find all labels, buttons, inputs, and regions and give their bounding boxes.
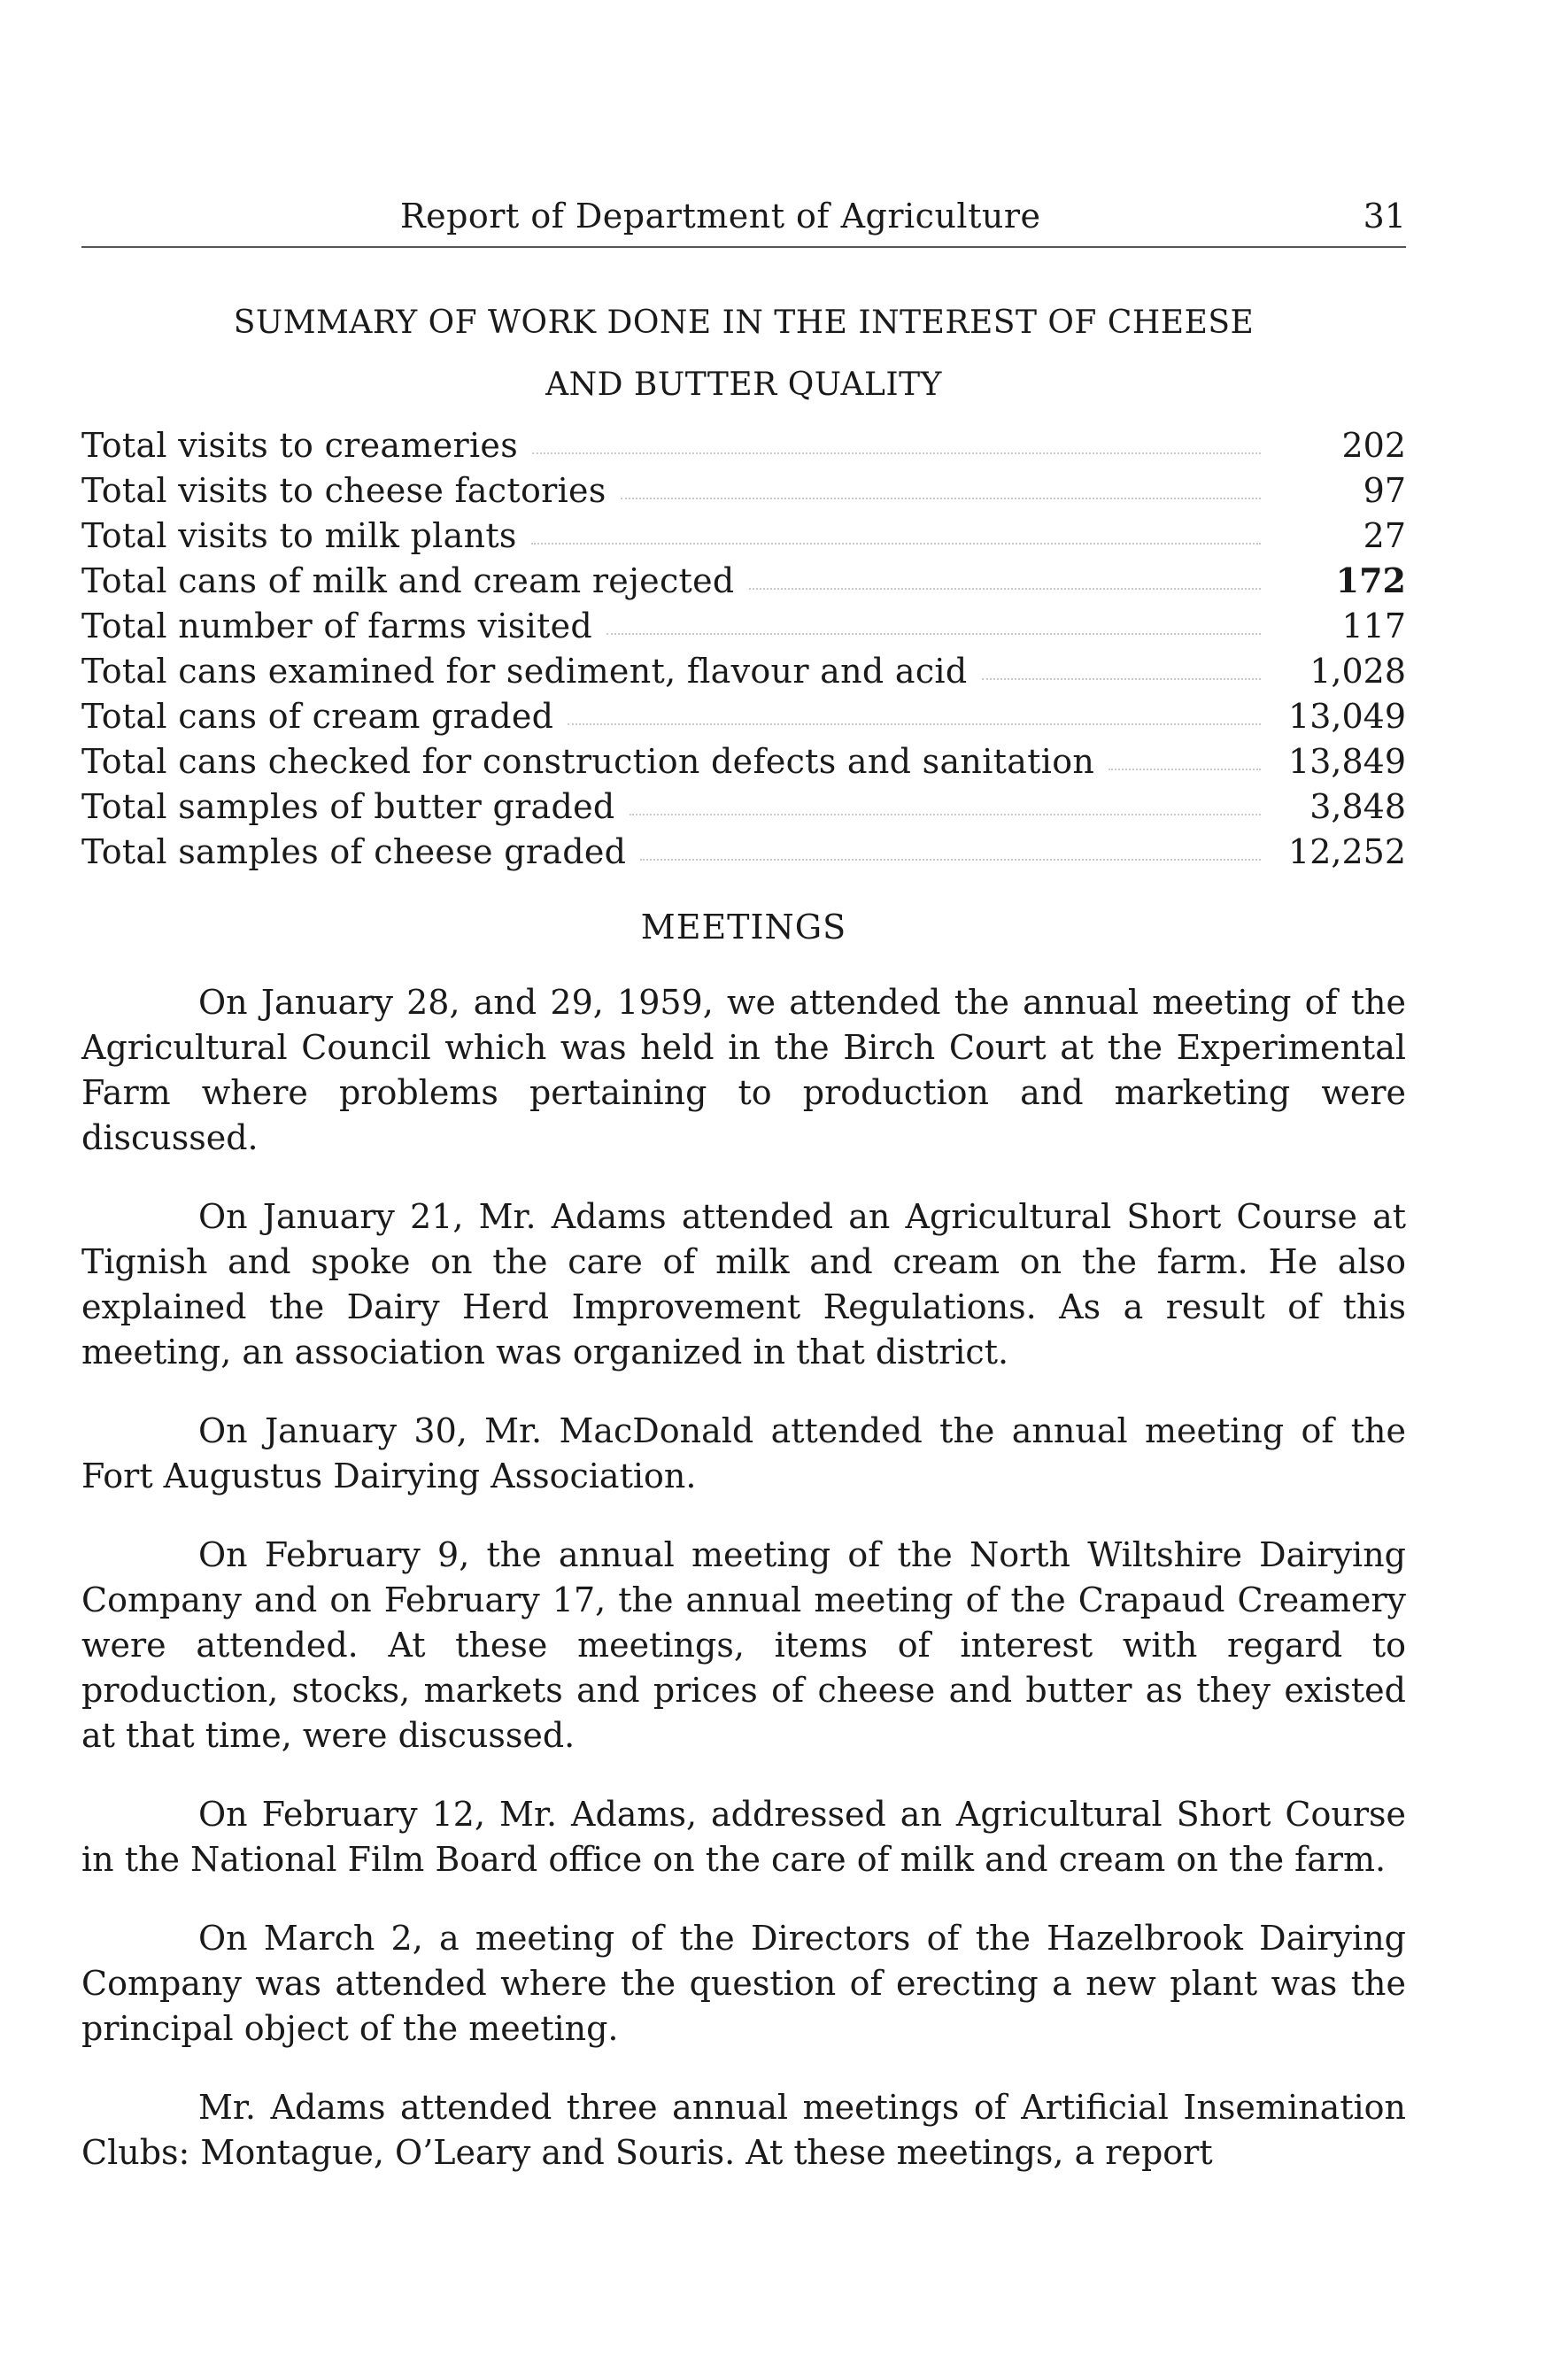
row-label: Total visits to milk plants [81, 515, 517, 555]
row-value: 117 [1341, 606, 1406, 645]
running-header [81, 197, 1406, 248]
summary-row [81, 738, 1406, 784]
dot-leader [640, 859, 1261, 861]
paragraph: On January 28, and 29, 1959, we attended the annual meeting of the Agricultural Council which was held in the Birch Court at the Experimental Farm where problems pertaining to production and marketing were discussed. [81, 983, 1406, 1157]
paragraph: On January 21, Mr. Adams attended an Agricultural Short Course at Tignish and spoke on the care of milk and cream on the farm. He also explained the Dairy Herd Improvement Regulations. As a result of this meeting, an association was organized in that district. [81, 1197, 1406, 1372]
page-number: 31 [1363, 197, 1406, 236]
dot-leader [749, 588, 1261, 590]
summary-title [81, 292, 1406, 416]
dot-leader [606, 633, 1261, 635]
dot-leader [531, 543, 1261, 545]
row-label: Total visits to cheese factories [81, 470, 606, 510]
row-label: Total cans of cream graded [81, 696, 554, 736]
meetings-heading: MEETINGS [640, 908, 847, 947]
row-label: Total samples of butter graded [81, 786, 615, 826]
paragraph: Mr. Adams attended three annual meetings of Artificial Insemination Clubs: Montague, O’Leary and Souris. At these meetings, a report [81, 2088, 1406, 2172]
summary-row [81, 468, 1406, 513]
row-value: 202 [1341, 425, 1406, 465]
row-value: 12,252 [1288, 831, 1406, 871]
summary-row [81, 558, 1406, 603]
paragraph: On February 9, the annual meeting of the North Wiltshire Dairying Company and on February 17, the annual meeting of the Crapaud Creamery were attended. At these meetings, items of interest with regard to production, stocks, markets and prices of cheese and butter as they existed at that time, were discussed. [81, 1535, 1406, 1755]
dot-leader [532, 452, 1261, 454]
row-value: 13,049 [1288, 696, 1406, 736]
row-label: Total cans checked for construction defects and sanitation [81, 741, 1095, 781]
row-value: 97 [1363, 470, 1406, 510]
dot-leader [568, 723, 1261, 725]
dot-leader [1109, 769, 1261, 770]
summary-title-line-1: SUMMARY OF WORK DONE IN THE INTEREST OF CHEESE [233, 305, 1255, 341]
paragraph: On February 12, Mr. Adams, addressed an Agricultural Short Course in the National Film Board office on the care of milk and cream on the farm. [81, 1795, 1406, 1879]
dot-leader [621, 498, 1261, 499]
paragraph: On March 2, a meeting of the Directors of the Hazelbrook Dairying Company was attended where the question of erecting a new plant was the principal object of the meeting. [81, 1919, 1406, 2048]
paragraph: On January 30, Mr. MacDonald attended the annual meeting of the Fort Augustus Dairying Association. [81, 1411, 1406, 1495]
dot-leader [982, 678, 1261, 680]
row-value: 27 [1363, 515, 1406, 555]
summary-title-line-2: AND BUTTER QUALITY [545, 367, 942, 403]
row-value: 3,848 [1309, 786, 1406, 826]
row-label: Total cans of milk and cream rejected [81, 560, 735, 600]
row-label: Total number of farms visited [81, 606, 593, 645]
row-label: Total samples of cheese graded [81, 831, 627, 871]
row-label: Total cans examined for sediment, flavour and acid [81, 651, 968, 691]
summary-row [81, 603, 1406, 648]
summary-row [81, 829, 1406, 874]
header-rule [81, 246, 1406, 248]
row-value: 13,849 [1288, 741, 1406, 781]
row-value: 172 [1335, 560, 1406, 600]
summary-row [81, 648, 1406, 693]
summary-row [81, 784, 1406, 829]
dot-leader [630, 814, 1261, 815]
header-title: Report of Department of Agriculture [400, 197, 1041, 236]
summary-row [81, 693, 1406, 738]
summary-row [81, 422, 1406, 468]
row-label: Total visits to creameries [81, 425, 519, 465]
summary-row [81, 513, 1406, 558]
summary-table [81, 422, 1406, 874]
meetings-body [81, 980, 1406, 2209]
row-value: 1,028 [1309, 651, 1406, 691]
